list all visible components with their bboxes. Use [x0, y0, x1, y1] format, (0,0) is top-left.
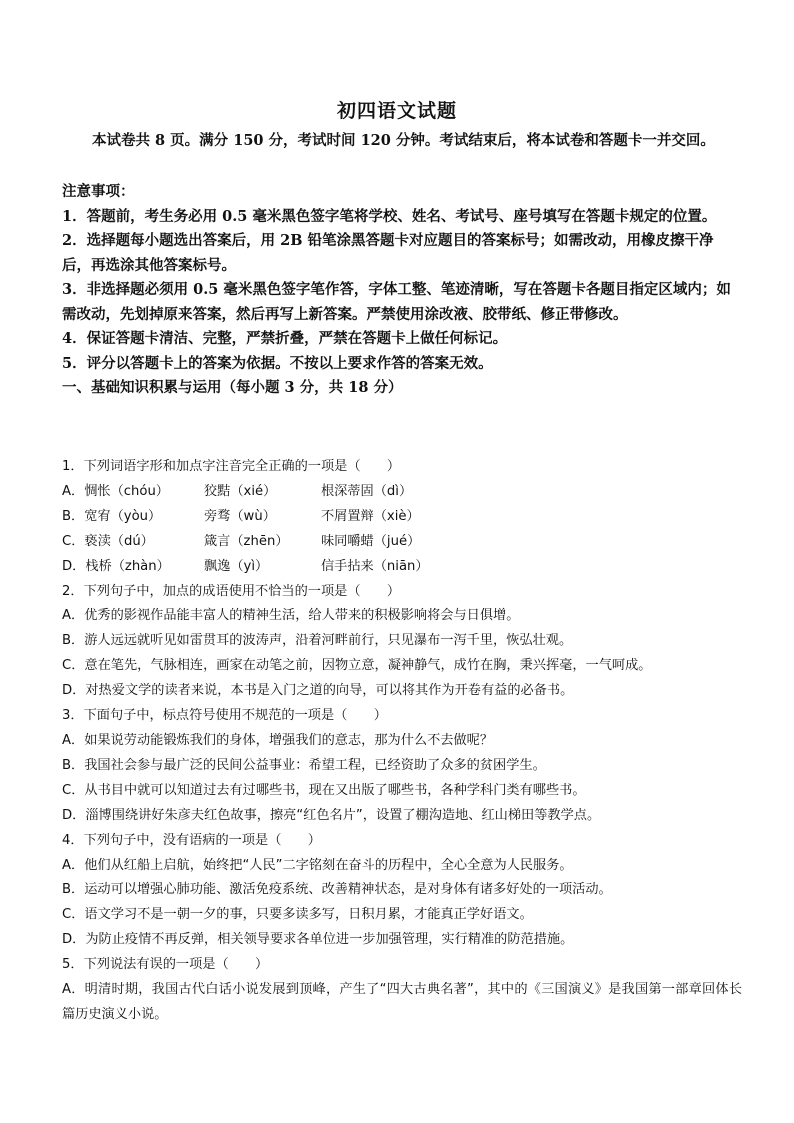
question-4 — [62, 829, 742, 954]
option-word: 根深蒂固（dì） — [321, 483, 413, 499]
question-stem: 1．下列词语字形和加点字注音完全正确的一项是（ ） — [62, 459, 401, 474]
option-text: D．为防止疫情不再反弹，相关领导要求各单位进一步加强管理，实行精准的防范措施。 — [62, 932, 574, 948]
notes-heading: 注意事项： — [62, 183, 135, 200]
option-text: B．我国社会参与最广泛的民间公益事业：希望工程，已经资助了众多的贫困学生。 — [62, 757, 546, 773]
questions-area — [62, 455, 742, 1028]
option-text: C．语文学习不是一朝一夕的事，只要多读多写，日积月累，才能真正学好语文。 — [62, 907, 533, 923]
option-word: D．栈桥（zhàn） — [62, 558, 170, 574]
option-text: A．他们从红船上启航，始终把“人民”二字铭刻在奋斗的历程中，全心全意为人民服务。 — [62, 857, 573, 873]
question-3 — [62, 704, 742, 829]
option-text: B．游人远远就听见如雷贯耳的波涛声，沿着河畔前行，只见瀑布一泻千里，恢弘壮观。 — [62, 633, 573, 649]
option-text: A．如果说劳动能锻炼我们的身体，增强我们的意志，那为什么不去做呢？ — [62, 732, 494, 748]
option-text: D．淄博围绕讲好朱彦夫红色故事，擦亮“红色名片”，设置了棚沟造地、红山梯田等教学点。 — [62, 807, 601, 823]
note-item: 3．非选择题必须用 0.5 毫米黑色签字笔作答，字体工整、笔迹清晰，写在答题卡各题目指定区域内；如需改动，先划掉原来答案，然后再写上新答案。严禁使用涂改液、胶带纸、修正带修改。 — [62, 281, 731, 323]
question-2 — [62, 580, 742, 705]
option-word: B．宽宥（yòu） — [62, 508, 162, 524]
option-text: D．对热爱文学的读者来说，本书是入门之道的向导，可以将其作为开卷有益的必备书。 — [62, 683, 574, 699]
option-word: 不屑置辩（xiè） — [321, 508, 420, 524]
option-text: C．意在笔先，气脉相连，画家在动笔之前，因物立意，凝神静气，成竹在胸，秉兴挥毫，一气呵成。 — [62, 658, 652, 674]
option-word: 飘逸（yì） — [204, 558, 269, 574]
question-5 — [62, 953, 742, 1028]
question-stem: 5．下列说法有误的一项是（ ） — [62, 957, 269, 973]
section-heading: 一、基础知识积累与运用（每小题 3 分，共 18 分） — [62, 379, 403, 396]
option-text: B．运动可以增强心肺功能、激活免疫系统、改善精神状态，是对身体有诸多好处的一项活动。 — [62, 882, 612, 898]
exam-intro: 本试卷共 8 页。满分 150 分，考试时间 120 分钟。考试结束后，将本试卷和答题卡一并交回。 — [92, 132, 715, 149]
question-stem: 3．下面句子中，标点符号使用不规范的一项是（ ） — [62, 708, 387, 724]
option-word: A．惆怅（chóu） — [62, 483, 169, 499]
option-word: 味同嚼蜡（jué） — [321, 533, 421, 549]
note-item: 5．评分以答题卡上的答案为依据。不按以上要求作答的答案无效。 — [62, 354, 493, 372]
option-word: 旁骛（wù） — [204, 508, 276, 524]
question-stem: 2．下列句子中，加点的成语使用不恰当的一项是（ ） — [62, 583, 401, 599]
note-item: 1．答题前，考生务必用 0.5 毫米黑色签字笔将学校、姓名、考试号、座号填写在答题卡规定的位置。 — [62, 207, 717, 225]
option-text: A．优秀的影视作品能丰富人的精神生活，给人带来的积极影响将会与日俱增。 — [62, 608, 520, 624]
option-text: C．从书目中就可以知道过去有过哪些书，现在又出版了哪些书，各种学科门类有哪些书。 — [62, 782, 586, 798]
question-stem: 4．下列句子中，没有语病的一项是（ ） — [62, 832, 321, 848]
note-item: 4．保证答题卡清洁、完整，严禁折叠，严禁在答题卡上做任何标记。 — [62, 330, 508, 347]
option-word: C．亵渎（dú） — [62, 533, 154, 549]
option-row — [62, 505, 742, 530]
option-word: 狡黠（xié） — [204, 483, 277, 499]
option-text: A．明清时期，我国古代白话小说发展到顶峰，产生了“四大古典名著”，其中的《三国演义》是我国第一部章回体长篇历史演义小说。 — [62, 982, 742, 1022]
note-item: 2．选择题每小题选出答案后，用 2B 铅笔涂黑答题卡对应题目的答案标号；如需改动，用橡皮擦干净后，再选涂其他答案标号。 — [62, 232, 714, 274]
page-title: 初四语文试题 — [336, 100, 457, 122]
option-row — [62, 480, 742, 505]
option-word: 信手拈来（niān） — [321, 558, 429, 574]
option-row — [62, 530, 742, 555]
option-row — [62, 555, 742, 580]
question-1 — [62, 455, 742, 580]
notes-section — [62, 180, 742, 401]
option-word: 箴言（zhēn） — [204, 533, 289, 549]
